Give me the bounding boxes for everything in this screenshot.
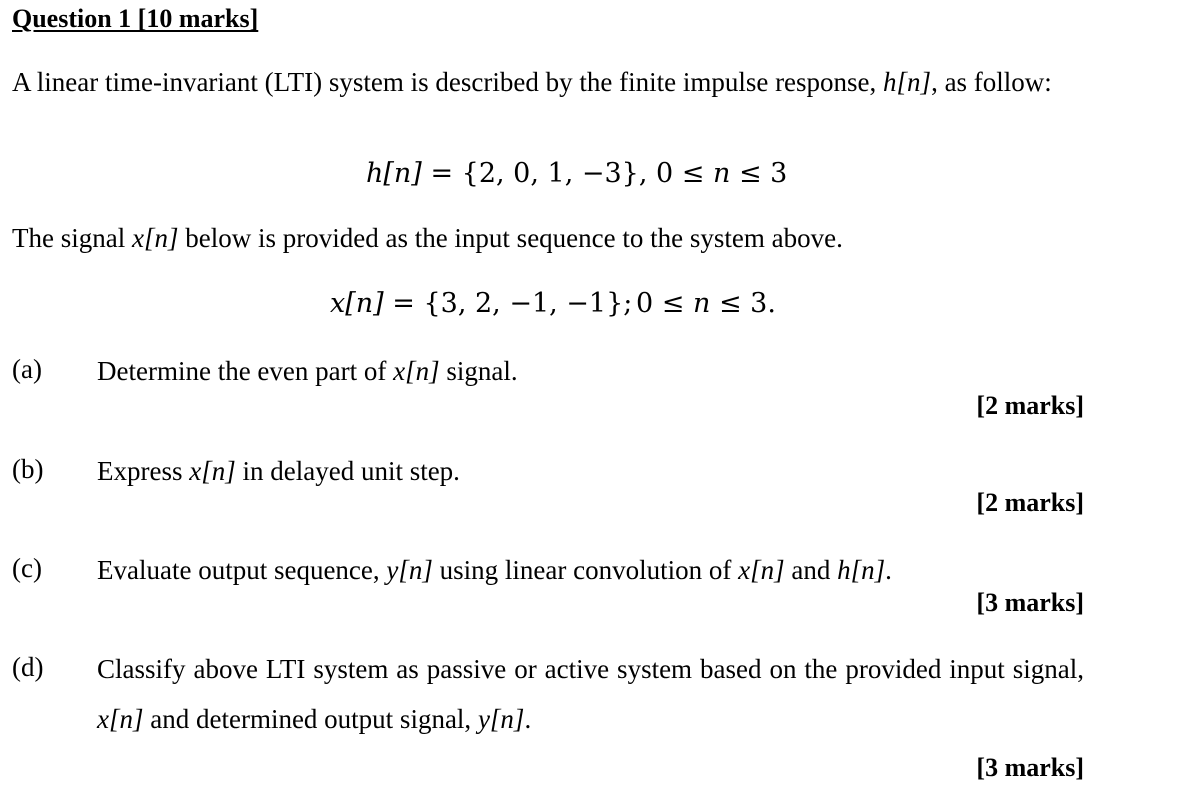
intro-paragraph (12, 66, 1084, 99)
part-c-var3: h[n] (837, 555, 886, 585)
signal-text-start: The signal (12, 223, 132, 253)
part-c-text-end: . (885, 555, 892, 585)
part-b-text-end: in delayed unit step. (235, 456, 460, 486)
h-eq-rhs: = {2, 0, 1, −3}, 0 ≤ (421, 158, 713, 189)
impulse-response-equation (366, 158, 787, 189)
input-signal-equation (330, 288, 632, 319)
x-cond-end: ≤ 3. (710, 288, 776, 319)
part-d-text-end: . (524, 704, 532, 734)
part-d-var1: x[n] (97, 704, 144, 734)
part-c-label: (c) (12, 553, 42, 583)
x-cond-n: n (692, 288, 711, 319)
part-d-text-start: Classify above LTI system as passive or active system based on the provided input signal, (97, 654, 1084, 684)
h-eq-end: ≤ 3 (730, 158, 788, 189)
x-eq-rhs: = {3, 2, −1, −1}; (383, 288, 633, 319)
part-b-marks: [2 marks] (976, 488, 1084, 517)
part-d-text-mid: and determined output signal, (143, 704, 478, 734)
x-cond-start: 0 ≤ (636, 288, 693, 319)
input-signal-condition (636, 288, 776, 319)
part-b-label: (b) (12, 454, 44, 484)
part-a-text-start: Determine the even part of (97, 356, 394, 386)
part-d-marks: [3 marks] (976, 753, 1084, 782)
part-d-var2: y[n] (477, 704, 525, 734)
part-d-text (97, 644, 1084, 744)
h-eq-lhs: h[n] (366, 158, 422, 189)
signal-text-end: below is provided as the input sequence to the system above. (178, 223, 843, 253)
part-a-var: x[n] (393, 356, 440, 386)
h-eq-n: n (712, 158, 731, 189)
part-a-marks: [2 marks] (976, 391, 1084, 420)
part-b-var: x[n] (189, 456, 236, 486)
intro-end: , as follow: (931, 67, 1052, 97)
part-c-var2: x[n] (738, 555, 785, 585)
signal-paragraph (12, 222, 1084, 255)
part-d-label: (d) (12, 652, 44, 682)
x-eq-lhs: x[n] (330, 288, 384, 319)
question-title: Question 1 [10 marks] (12, 4, 259, 33)
intro-text: A linear time-invariant (LTI) system is described by the finite impulse response, (12, 67, 877, 97)
part-c-text-mid2: and (784, 555, 838, 585)
part-c-text-mid: using linear convolution of (432, 555, 739, 585)
part-c-text-start: Evaluate output sequence, (97, 555, 387, 585)
part-b-text-start: Express (97, 456, 190, 486)
part-a-label: (a) (12, 354, 42, 384)
part-a-text-end: signal. (439, 356, 518, 386)
part-b-text (97, 446, 1084, 496)
signal-var: x[n] (131, 223, 179, 253)
part-c-var1: y[n] (386, 555, 433, 585)
impulse-response-var: h[n] (883, 67, 932, 97)
part-a-text (97, 346, 1084, 396)
part-c-marks: [3 marks] (976, 588, 1084, 617)
part-c-text (97, 545, 1084, 595)
